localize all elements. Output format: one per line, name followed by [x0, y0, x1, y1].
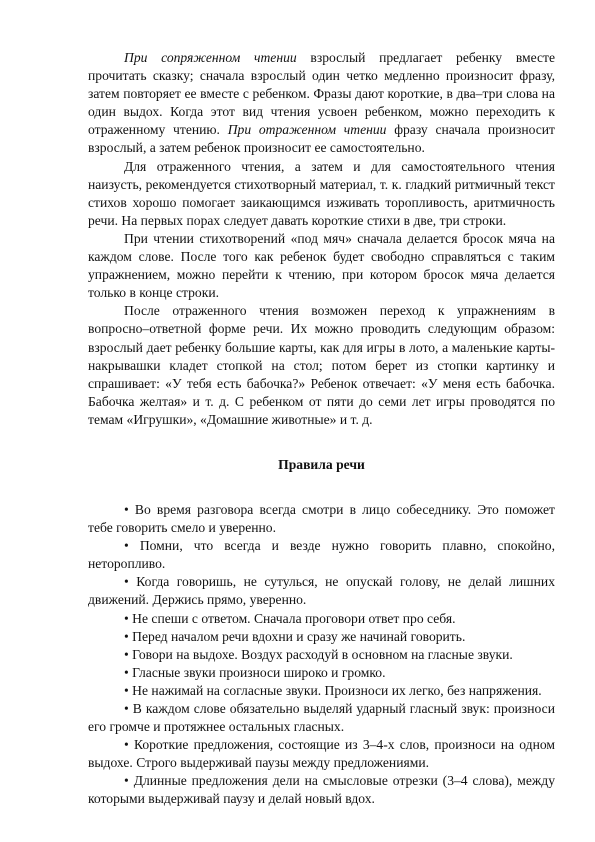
rule-item: • Не нажимай на согласные звуки. Произноси их легко, без напряжения. [88, 682, 555, 700]
term-reflected-reading: При отраженном чтении [227, 122, 387, 138]
rule-item: • Говори на выдохе. Воздух расходуй в основном на гласные звуки. [88, 646, 555, 664]
section-heading: Правила речи [278, 456, 365, 472]
rules-list [88, 501, 555, 809]
paragraph-text: взрослый предлагает ребенку вместе прочитать сказку; сначала взрослый один четко медленно произносит фразу, затем повторяет ее вместе с ребенком. Фразы дают короткие, в два–три слова на один выдох. Когда этот вид чтения усвоен ребенком, можно переходить к отраженному чтению. [88, 50, 555, 138]
rule-item: • Помни, что всегда и везде нужно говорить плавно, спокойно, неторопливо. [88, 537, 555, 573]
rule-item: • Когда говоришь, не сутулься, не опускай голову, не делай лишних движений. Держись прямо, уверенно. [88, 573, 555, 609]
rule-item: • Во время разговора всегда смотри в лицо собеседнику. Это поможет тебе говорить смело и уверенно. [88, 501, 555, 537]
rule-item: • В каждом слове обязательно выделяй ударный гласный звук: произноси его громче и протяжнее остальных гласных. [88, 700, 555, 736]
rule-item: • Не спеши с ответом. Сначала проговори ответ про себя. [88, 610, 555, 628]
rule-item: • Гласные звуки произноси широко и громко. [88, 664, 555, 682]
paragraph-conjugate-reading [88, 49, 555, 158]
paragraph-ball-reading: При чтении стихотворений «под мяч» сначала делается бросок мяча на каждом слове. После того как ребенок будет свободно справляться с таким упражнением, можно перейти к чтению, при котором бросок мяча делается только в конце строки. [88, 230, 555, 301]
rule-item: • Перед началом речи вдохни и сразу же начинай говорить. [88, 628, 555, 646]
paragraph-verse-material: Для отраженного чтения, а затем и для самостоятельного чтения наизусть, рекомендуется стихотворный материал, т. к. гладкий ритмичный текст стихов хорошо помогает заикающимся изживать торопливость, аритмичность речи. На первых порах следует давать короткие стихи в две, три строки. [88, 158, 555, 228]
rule-item: • Длинные предложения дели на смысловые отрезки (3–4 слова), между которыми выдерживай паузу и делай новый вдох. [88, 772, 555, 808]
paragraph-text: фразу сначала произносит взрослый, а затем ребенок произносит ее самостоятельно. [88, 122, 556, 156]
term-conjugate-reading: При сопряженном чтении [124, 50, 297, 65]
paragraph-question-answer: После отраженного чтения возможен переход к упражнениям в вопросно–ответной форме речи. Их можно проводить следующим образом: взрослый дает ребенку большие карты, как для игры в лото, а маленькие карты-накрывашки кладет стопкой на стол; потом берет из стопки картинку и спрашивает: «У тебя есть бабочка?» Ребенок отвечает: «У меня есть бабочка. Бабочка желтая» и т. д. С ребенком от пяти до семи лет игры проводятся по темам «Игрушки», «Домашние животные» и т. д. [88, 303, 555, 427]
rule-item: • Короткие предложения, состоящие из 3–4-х слов, произноси на одном выдохе. Строго выдерживай паузы между предложениями. [88, 736, 555, 772]
